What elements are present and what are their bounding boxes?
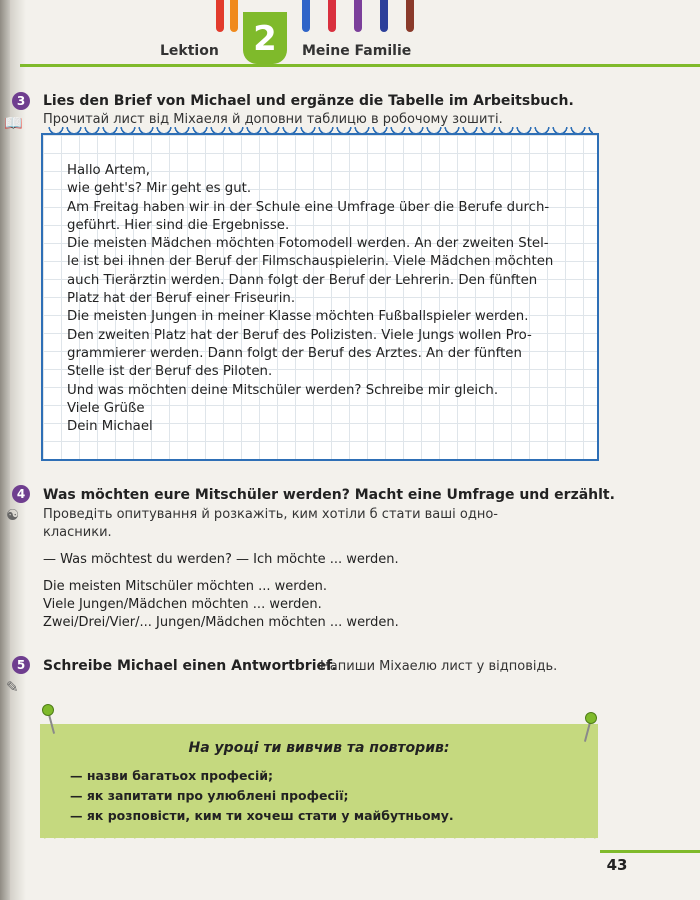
pencil-brown — [406, 0, 414, 32]
pencil-orange — [230, 0, 238, 32]
letter-line: wie geht's? Mir geht es gut. — [67, 181, 252, 197]
exercise-3-number: 3 — [12, 92, 30, 110]
book-icon: 📖 — [4, 114, 23, 132]
summary-torn-edge — [40, 834, 598, 844]
letter-line: Den zweiten Platz hat der Beruf des Polizisten. Viele Jungs wollen Pro- — [67, 327, 532, 343]
exercise-4-dialog: — Was möchtest du werden? — Ich möchte ... werden. — [43, 552, 399, 567]
letter-line: le ist bei ihnen der Beruf der Filmschauspielerin. Viele Mädchen möchten — [67, 254, 554, 270]
exercise-5-task-ua: Напиши Міхаелю лист у відповідь. — [320, 659, 558, 674]
pair-work-icon: ☯ — [6, 506, 20, 524]
letter-line: Am Freitag haben wir in der Schule eine Umfrage über die Berufe durch- — [67, 199, 550, 215]
pencil-purple — [354, 0, 362, 32]
exercise-4-task-de: Was möchten eure Mitschüler werden? Macht eine Umfrage und erzählt. — [43, 487, 615, 503]
exercise-5-number: 5 — [12, 656, 30, 674]
pen-icon: ✎ — [6, 678, 19, 696]
summary-item-2: — як запитати про улюблені професії; — [70, 788, 349, 803]
header-rule — [20, 64, 700, 67]
letter-line: grammierer werden. Dann folgt der Beruf des Arztes. An der fünften — [67, 345, 522, 361]
summary-title: На уроці ти вивчив та повторив: — [188, 740, 450, 756]
spine-edge — [0, 0, 10, 900]
pencil-crimson — [328, 0, 336, 32]
exercise-4-pattern-3: Zwei/Drei/Vier/... Jungen/Mädchen möchten ... werden. — [43, 615, 399, 630]
summary-item-1: — назви багатьох професій; — [70, 768, 273, 783]
summary-box — [40, 724, 598, 838]
exercise-3-task-de: Lies den Brief von Michael und ergänze die Tabelle im Arbeitsbuch. — [43, 93, 574, 109]
letter-line: Stelle ist der Beruf des Piloten. — [67, 364, 273, 380]
summary-item-3: — як розповісти, ким ти хочеш стати у майбутньому. — [70, 808, 454, 823]
chapter-title: Meine Familie — [302, 43, 412, 59]
letter-scallop-border — [47, 127, 593, 139]
letter-line: Dein Michael — [67, 419, 153, 435]
exercise-4-pattern-2: Viele Jungen/Mädchen möchten ... werden. — [43, 597, 322, 612]
exercise-4-pattern-1: Die meisten Mitschüler möchten ... werden. — [43, 579, 328, 594]
letter-line: Hallo Artem, — [67, 163, 151, 178]
exercise-4-task-ua-line2: класники. — [43, 525, 112, 540]
pushpin-right-icon — [585, 712, 597, 724]
pencil-red — [216, 0, 224, 32]
exercise-4-number: 4 — [12, 485, 30, 503]
pushpin-left-icon — [42, 704, 54, 716]
exercise-3-task-ua: Прочитай лист від Міхаеля й доповни таблицю в робочому зошиті. — [43, 112, 503, 127]
letter-line: Die meisten Mädchen möchten Fotomodell werden. An der zweiten Stel- — [67, 236, 549, 252]
exercise-5-task-de: Schreibe Michael einen Antwortbrief. — [43, 658, 337, 674]
pencil-navy — [380, 0, 388, 32]
letter-line: geführt. Hier sind die Ergebnisse. — [67, 217, 290, 233]
letter-line: Platz hat der Beruf einer Friseurin. — [67, 291, 296, 307]
footer-rule — [600, 850, 700, 853]
pencil-blue — [302, 0, 310, 32]
letter-line: Und was möchten deine Mitschüler werden? Schreibe mir gleich. — [67, 382, 499, 398]
lektion-label: Lektion — [160, 43, 219, 59]
lektion-number-tab: 2 — [243, 12, 287, 64]
page-number: 43 — [606, 856, 628, 874]
letter-line: Viele Grüße — [67, 400, 145, 416]
letter-text — [67, 162, 577, 436]
exercise-4-task-ua-line1: Проведіть опитування й розкажіть, ким хотіли б стати ваші одно- — [43, 507, 498, 522]
letter-line: Die meisten Jungen in meiner Klasse möchten Fußballspieler werden. — [67, 309, 529, 325]
letter-line: auch Tierärztin werden. Dann folgt der Beruf der Lehrerin. Den fünften — [67, 272, 538, 288]
